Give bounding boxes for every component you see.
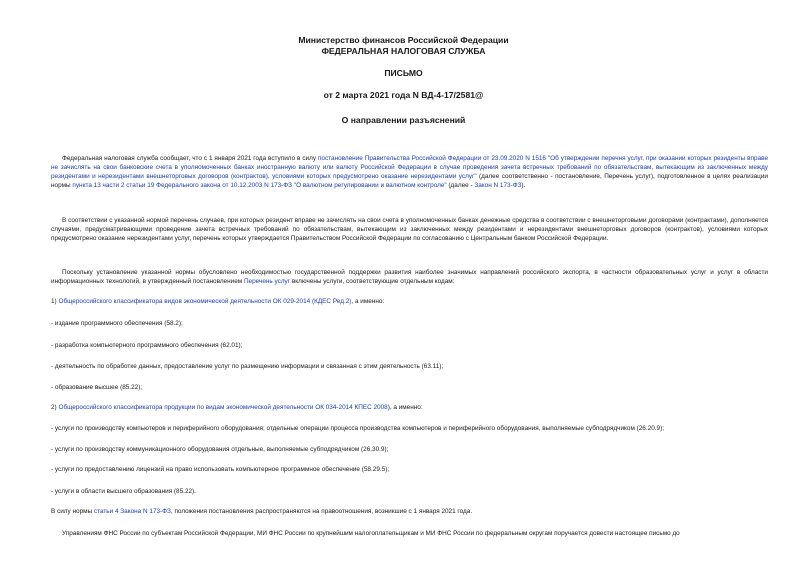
paragraph-instructions: Управлениям ФНС России по субъектам Российской Федерации, МИ ФНС России по крупнейшим налогоплательщикам и МИ ФНС России по федеральным округам поручается довести настоящее письмо до	[62, 530, 680, 537]
link-law-173-article-4[interactable]: статьи 4 Закона N 173-ФЗ	[93, 508, 171, 515]
list1-item: - разработка компьютерного программного обеспечения (62.01);	[51, 342, 243, 349]
list2-item: - услуги по производству коммуникационного оборудования отдельные, выполняемые субподрядчиком (26.30.9);	[51, 446, 389, 453]
link-okpd[interactable]: Общероссийского классификатора продукции по видам экономической деятельности ОК 034-2014 КПЕС 2008	[58, 404, 388, 411]
list1-item: - деятельность по обработке данных, предоставление услуг по размещению информации и связанная с этим деятельность (63.11);	[51, 363, 444, 370]
list1-item: - образование высшее (85.22);	[51, 384, 143, 391]
link-services-list[interactable]: Перечень услуг	[243, 277, 291, 285]
ministry-name: Министерство финансов Российской Федерации	[298, 35, 509, 45]
list1-item: - издание программного обеспечения (58.2);	[51, 320, 183, 327]
link-law-173[interactable]: Закон N 173-ФЗ	[474, 181, 522, 189]
paragraph-norm: В соответствии с указанной нормой перечень случаев, при которых резидент вправе не зачислять на свои счета в уполномоченных банках денежные средства в соответствии с внешнеторговыми договорами (контрактами), дополняется случаями, предусматривающими проведение зачета встречных требований по обязательствам, вытекающим из заключенных между резидентами и нерезидентами внешнеторговых договоров (контрактов), условиями которых предусмотрено оказание нерезидентами услуг, перечень которых утверждается Правительством Российской Федерации по согласованию с Центральным банком Российской Федерации.	[51, 217, 768, 242]
list2-item: - услуги в области высшего образования (85.22).	[51, 488, 196, 495]
paragraph-intro: Федеральная налоговая служба сообщает, что с 1 января 2021 года вступило в силу постановление Правительства Российской Федерации от 23.09.2020 N 1516 "Об утверждении перечня услуг, при оказании которых резиденты вправе не зачислять на свои банковские счета в уполномоченных банках иностранную валюту или валюту Российской Федерации в случае проведения зачета встречных требований по обязательствам, вытекающим из заключенных между резидентами и нерезидентами внешнеторговых договоров (контрактов), условиями которых предусмотрено оказание нерезидентами услуг" (далее соответственно - постановление, Перечень услуг), подготовленное в целях реализации нормы пункта 13 части 2 статьи 19 Федерального закона от 10.12.2003 N 173-ФЗ "О валютном регулировании и валютном контроле" (далее - Закон N 173-ФЗ).	[51, 155, 769, 189]
paragraph-services: Поскольку установление указанной нормы обусловлено необходимостью государственной поддержки развития наиболее значимых направлений российского экспорта, в частности образовательных услуг и услуг в области информационных технологий, в утвержденный постановлением Перечень услуг включены услуги, соответствующие отдельным кодам:	[51, 269, 768, 285]
document-date-number: от 2 марта 2021 года N ВД-4-17/2581@	[323, 90, 484, 100]
list2-item: - услуги по производству компьютеров и периферийного оборудования; отдельные операции процесса производства компьютеров и периферийного оборудования, выполняемые субподрядчиком (26.20.9);	[51, 425, 664, 432]
link-resolution-1516[interactable]: постановление Правительства Российской Федерации от 23.09.2020 N 1516 "Об утверждении перечня услуг, при оказании которых резиденты вправе не зачислять на свои банковские счета в уполномоченных банках иностранную валюту или валюту Российской Федерации в случае проведения зачета встречных требований по обязательствам, вытекающим из заключенных между резидентами и нерезидентами внешнеторговых договоров (контрактов), условиями которых предусмотрено оказание нерезидентами услуг"	[51, 155, 769, 180]
list2-heading: 2) Общероссийского классификатора продукции по видам экономической деятельности ОК 034-2014 КПЕС 2008), а именно:	[51, 404, 423, 411]
link-okved[interactable]: Общероссийского классификатора видов экономической деятельности ОК 029-2014 (КДЕС Ред.2)	[58, 298, 352, 305]
list2-item: - услуги по предоставлению лицензий на право использовать компьютерное программное обеспечение (58.29.5);	[51, 466, 390, 473]
list1-heading: 1) Общероссийского классификатора видов экономической деятельности ОК 029-2014 (КДЕС Ред.2), а именно:	[51, 298, 385, 305]
link-law-173-article-19[interactable]: пункта 13 части 2 статьи 19 Федерального закона от 10.12.2003 N 173-ФЗ "О валютном регулировании и валютном контроле"	[72, 181, 447, 189]
document-type: ПИСЬМО	[384, 68, 423, 78]
paragraph-article-4: В силу нормы статьи 4 Закона N 173-ФЗ, положения постановления распространяются на правоотношения, возникшие с 1 января 2021 года.	[51, 508, 473, 515]
document-subject: О направлении разъяснений	[341, 115, 466, 125]
service-name: ФЕДЕРАЛЬНАЯ НАЛОГОВАЯ СЛУЖБА	[321, 46, 486, 56]
